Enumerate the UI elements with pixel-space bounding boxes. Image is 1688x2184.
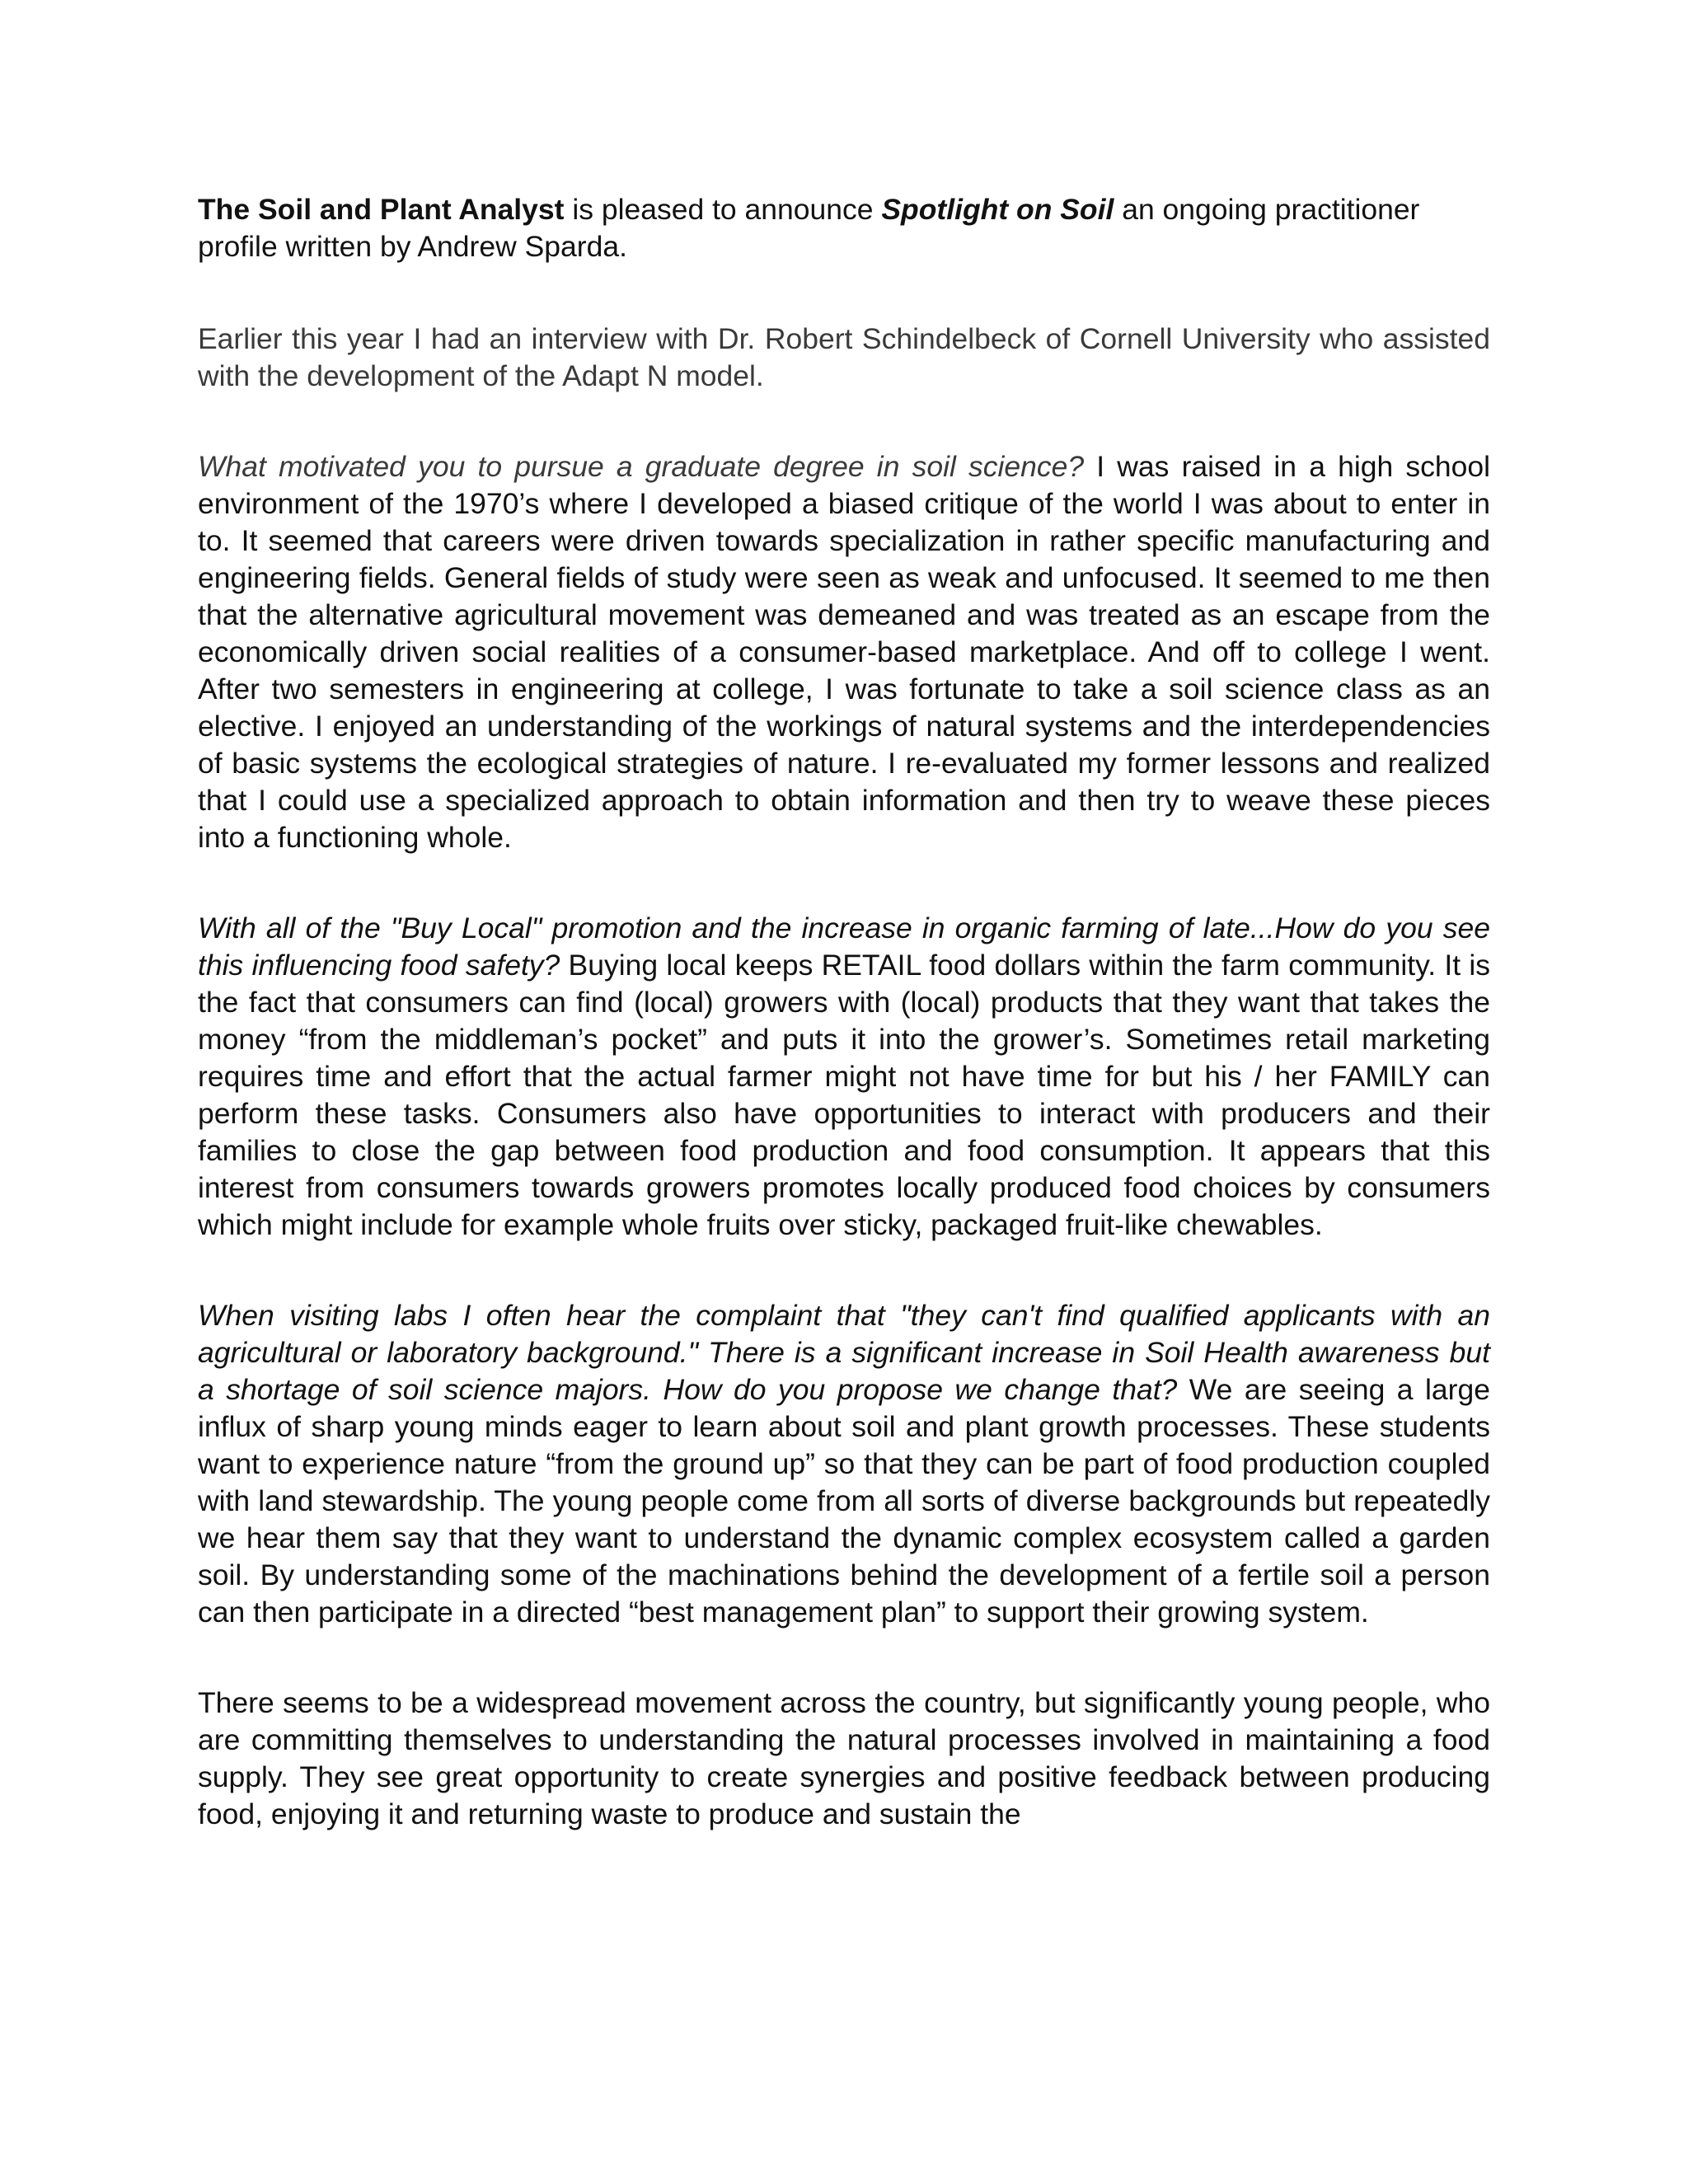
question-2: With all of the "Buy Local" promotion and the increase in organic farming of late...How do you see this influencing food safety?: [198, 912, 1490, 982]
intro-paragraph: [198, 191, 1490, 265]
qa-paragraph-1: [198, 448, 1490, 856]
closing-paragraph: There seems to be a widespread movement across the country, but significantly young people, who are committing themselves to understanding the natural processes involved in maintaining a food supply. They see great opportunity to create synergies and positive feedback between producing food, enjoying it and returning waste to produce and sustain the: [198, 1686, 1490, 1830]
answer-1: I was raised in a high school environment of the 1970’s where I developed a biased critique of the world I was about to enter in to. It seemed that careers were driven towards specialization in rather specific manufacturing and engineering fields. General fields of study were seen as weak and unfocused. It seemed to me then that the alternative agricultural movement was demeaned and was treated as an escape from the economically driven social realities of a consumer-based marketplace. And off to college I went. After two semesters in engineering at college, I was fortunate to take a soil science class as an elective. I enjoyed an understanding of the workings of natural systems and the interdependencies of basic systems the ecological strategies of nature. I re-evaluated my former lessons and realized that I could use a specialized approach to obtain information and then try to weave these pieces into a functioning whole.: [198, 450, 1490, 854]
question-3: When visiting labs I often hear the complaint that "they can't find qualified applicants with an agricultural or laboratory background." There is a significant increase in Soil Health awareness but a shortage of soil science majors. How do you propose we change that?: [198, 1299, 1490, 1406]
answer-3: We are seeing a large influx of sharp young minds eager to learn about soil and plant growth processes. These students want to experience nature “from the ground up” so that they can be part of food production coupled with land stewardship. The young people come from all sorts of diverse backgrounds but repeatedly we hear them say that they want to understand the dynamic complex ecosystem called a garden soil. By understanding some of the machinations behind the development of a fertile soil a person can then participate in a directed “best management plan” to support their growing system.: [198, 1373, 1490, 1629]
qa-paragraph-3: [198, 1297, 1490, 1631]
publication-name: The Soil and Plant Analyst: [198, 193, 565, 226]
question-1: What motivated you to pursue a graduate degree in soil science?: [198, 450, 1085, 483]
qa-paragraph-2: [198, 910, 1490, 1244]
document-page: [198, 191, 1490, 1886]
intro-text: is pleased to announce: [564, 193, 882, 226]
answer-2: Buying local keeps RETAIL food dollars within the farm community. It is the fact that consumers can find (local) growers with (local) products that they want that takes the money “from the middleman’s pocket” and puts it into the grower’s. Sometimes retail marketing requires time and effort that the actual farmer might not have time for but his / her FAMILY can perform these tasks. Consumers also have opportunities to interact with producers and their families to close the gap between food production and food consumption. It appears that this interest from consumers towards growers promotes locally produced food choices by consumers which might include for example whole fruits over sticky, packaged fruit-like chewables.: [198, 949, 1490, 1241]
intro-text-end: an ongoing practitioner profile written by Andrew Sparda.: [198, 193, 1420, 263]
column-name: Spotlight on Soil: [881, 193, 1114, 226]
interview-intro-paragraph: Earlier this year I had an interview with Dr. Robert Schindelbeck of Cornell University who assisted with the development of the Adapt N model.: [198, 322, 1490, 392]
